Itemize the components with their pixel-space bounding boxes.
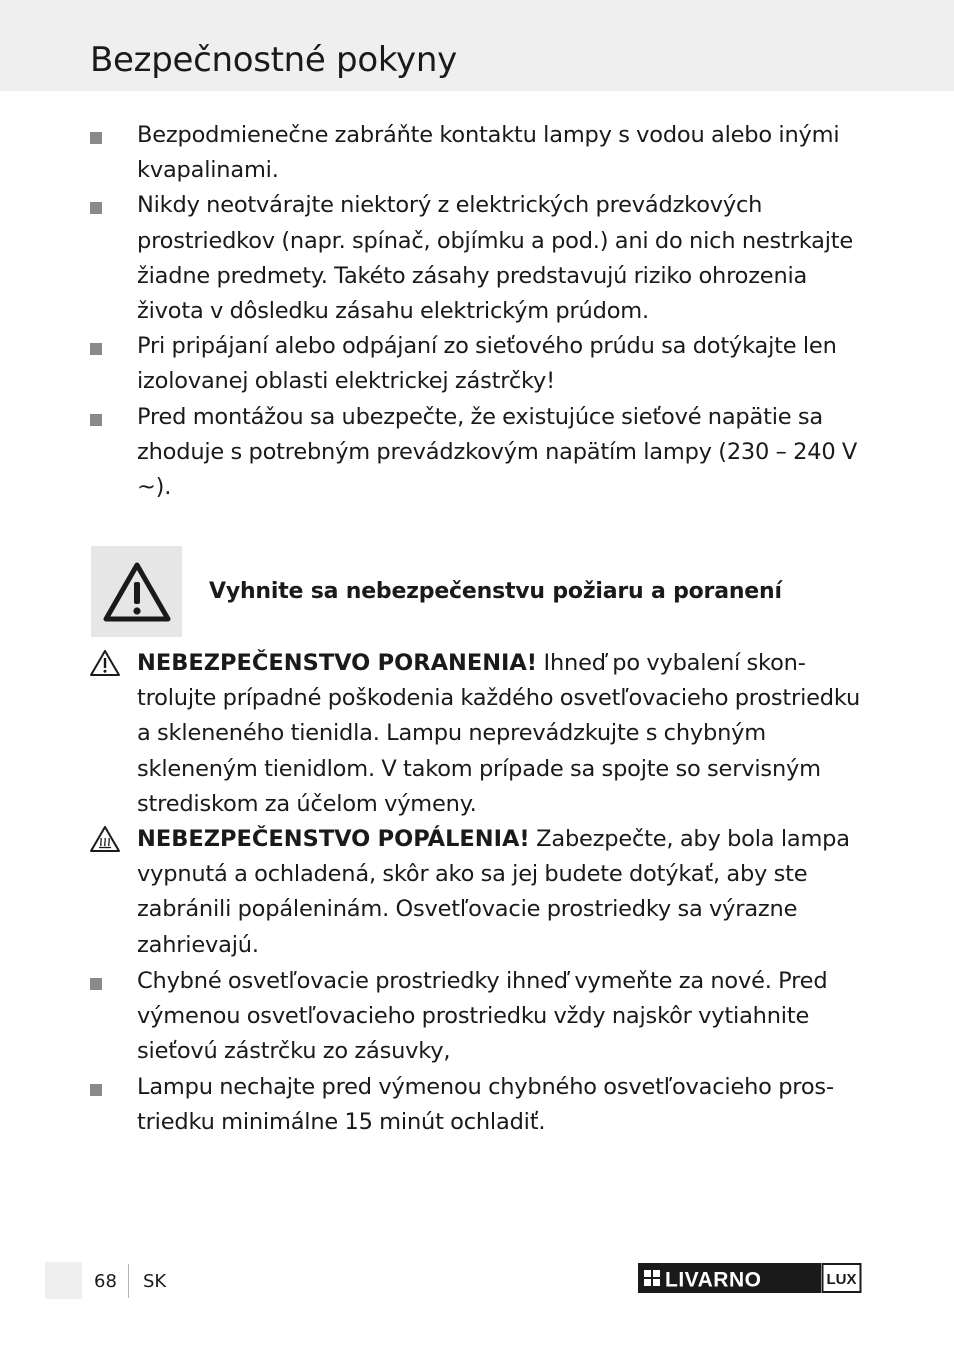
list-item bbox=[0, 964, 954, 1070]
list-item bbox=[0, 329, 954, 399]
list-item-text: Nikdy neotvárajte niektorý z elektrických prevádzkových prostriedkov (napr. spínač, objímku a pod.) ani do nich nestrkajte žiadne predmety. Takéto zásahy predstavujú riziko ohrozenia života v dôsledku zásahu elektrickým prúdom. bbox=[137, 192, 854, 325]
list-item-text: Chybné osvetľovacie prostriedky ihneď vymeňte za nové. Pred výmenou osvetľovacieho prostriedku vždy najskôr vytiahnite sieťovú zástrčku zo zásuvky, bbox=[137, 968, 828, 1065]
list-item bbox=[0, 1070, 954, 1140]
safety-list-bottom bbox=[0, 964, 954, 1140]
section-heading: Vyhnite sa nebezpečenstvu požiaru a poranení bbox=[209, 579, 782, 604]
square-bullet-icon bbox=[90, 414, 102, 426]
list-item bbox=[0, 400, 954, 506]
section-warning-box bbox=[91, 546, 182, 637]
logo-suffix: LUX bbox=[826, 1271, 857, 1288]
square-bullet-icon bbox=[90, 202, 102, 214]
warning-label: NEBEZPEČENSTVO POPÁLENIA! bbox=[137, 826, 530, 853]
hot-surface-warning-icon bbox=[89, 825, 121, 853]
list-item-text: Pred montážou sa ubezpečte, že existujúce sieťové napätie sa zhoduje s potrebným prevádzkovým napätím lampy (230 – 240 V ~). bbox=[137, 403, 858, 501]
footer-marker bbox=[45, 1262, 82, 1299]
square-bullet-icon bbox=[90, 978, 102, 990]
warning-text bbox=[137, 822, 872, 963]
language-code: SK bbox=[143, 1271, 167, 1292]
list-item-text: Lampu nechajte pred výmenou chybného osvetľovacieho prostriedku minimálne 15 minút ochladiť. bbox=[137, 1073, 835, 1135]
warning-item bbox=[0, 646, 954, 822]
list-item bbox=[0, 188, 954, 329]
warning-list bbox=[0, 646, 954, 963]
warning-item bbox=[0, 822, 954, 963]
page-number: 68 bbox=[94, 1271, 117, 1292]
warning-body: Ihneď po vybalení skontrolujte prípadné poškodenia každého osvetľovacieho prostriedku a skleneného tienidla. Lampu neprevádzkujte s chybným skleneným tienidlom. V takom prípade sa spojte so servisným strediskom za účelom výmeny. bbox=[137, 650, 861, 817]
warning-triangle-icon bbox=[89, 649, 121, 677]
square-bullet-icon bbox=[90, 132, 102, 144]
list-item-text: Pri pripájaní alebo odpájaní zo sieťového prúdu sa dotýkajte len izolovanej oblasti elektrickej zástrčky! bbox=[137, 333, 837, 395]
page-title: Bezpečnostné pokyny bbox=[90, 40, 457, 80]
list-item-text: Bezpodmienečne zabráňte kontaktu lampy s vodou alebo inými kvapalinami. bbox=[137, 122, 840, 184]
square-bullet-icon bbox=[90, 343, 102, 355]
square-bullet-icon bbox=[90, 1084, 102, 1096]
warning-body: Zabezpečte, aby bola lampa vypnutá a ochladená, skôr ako sa jej budete dotýkať, aby ste zabránili popáleninám. Osvetľovacie prostriedky sa výrazne zahrievajú. bbox=[137, 826, 850, 958]
warning-text bbox=[137, 646, 872, 822]
logo-text: LIVARNO bbox=[665, 1268, 762, 1292]
livarno-lux-logo bbox=[638, 1263, 862, 1293]
warning-triangle-icon bbox=[103, 562, 171, 622]
footer-divider bbox=[128, 1264, 129, 1298]
list-item bbox=[0, 118, 954, 188]
safety-list-top bbox=[0, 118, 954, 505]
warning-label: NEBEZPEČENSTVO PORANENIA! bbox=[137, 650, 538, 676]
